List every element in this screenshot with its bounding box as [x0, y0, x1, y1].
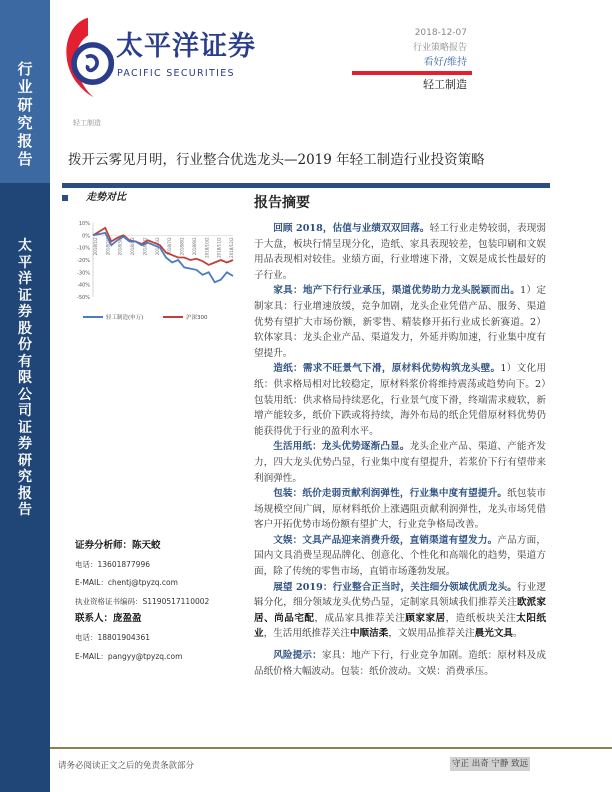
footer-motto: 守正 出奇 宁静 致远	[452, 759, 529, 769]
rating: 看好/维持	[423, 57, 467, 68]
contact-phone: 电话：18801904361	[75, 633, 150, 642]
analyst: 证券分析师：陈天蛟	[75, 540, 161, 551]
footer-divider	[50, 747, 612, 749]
x-tick-label: 2018/12/2	[229, 237, 234, 258]
para-stationery: 文娱：文具产品迎来消费升级，直销渠道有望发力。产品方面，国内文具消费呈现品牌化、创意化、个性化和高端化的趋势，渠道方面，除了传统的零售市场，直销市场蓬勃发展。	[254, 534, 547, 578]
contact-person: 联系人：庞盈盈	[75, 613, 142, 624]
x-tick-label: 2018/1/2	[93, 237, 98, 256]
header-divider	[352, 71, 472, 75]
trend-chart	[65, 212, 245, 327]
para-risk: 风险提示：家具：地产下行，行业竞争加剧。造纸：原材料及成品纸价格大幅波动。包装：纸价波动。文娱：消费承压。	[254, 650, 547, 677]
legend-label: 沪深300	[186, 315, 208, 321]
sidebar-company-label: 太平洋证券股份有限公司证券研究报告	[18, 238, 32, 519]
analyst-license: 执业资格证书编码：S1190517110002	[75, 597, 210, 606]
x-tick-label: 2018/11/2	[216, 237, 222, 258]
y-tick-label: 0%	[82, 233, 90, 240]
x-tick-label: 2018/10/2	[204, 237, 210, 258]
x-tick-label: 2018/6/2	[154, 237, 160, 256]
abstract-heading: 报告摘要	[254, 195, 310, 211]
x-tick-label: 2018/3/2	[117, 237, 123, 256]
para-paper: 造纸：需求不旺景气下滑，原材料优势构筑龙头壁。1）文化用纸：供求格局相对比较稳定，原材料浆价将维持震荡或趋势向下。2）包装用纸：供求格局持续恶化，行业景气度下滑，终端需求疲软，新增产能较多，纸价下跌或将持续，海外布局的纸企凭借原材料优势仍能获得优于行业的盈利水平。	[254, 363, 547, 437]
y-tick-label: -40%	[77, 282, 90, 289]
x-tick-label: 2018/9/2	[191, 237, 197, 256]
footer-disclaimer: 请务必阅读正文之后的免责条款部分	[58, 761, 195, 771]
trend-heading: 走势对比	[86, 192, 126, 203]
report-type: 行业策略报告	[412, 43, 467, 53]
x-tick-label: 2018/2/2	[105, 237, 111, 256]
legend-label: 轻工制造(申万)	[106, 315, 144, 321]
x-tick-label: 2018/4/2	[130, 237, 136, 256]
brand-name-en: PACIFIC SECURITIES	[117, 68, 235, 79]
x-tick-label: 2018/7/2	[167, 237, 173, 256]
para-review: 回顾 2018，估值与业绩双双回落。轻工行业走势较弱，表现弱于大盘，板块行情呈现分化，造纸、家具表现较差，包装印刷和文娱用品表现相对较佳。业绩方面，行业增速下滑，文娱是成长性最好的子行业。	[254, 223, 547, 281]
series-line-1	[93, 228, 233, 265]
x-tick-label: 2018/5/2	[142, 237, 148, 256]
para-packaging: 包装：纸价走弱贡献利润弹性，行业集中度有望提升。纸包装市场规模空间广阔，原材料纸价上涨遇阻贡献利润弹性，龙头市场凭借客户开拓优势市场份额有望扩大，行业竞争格局改善。	[254, 488, 547, 531]
y-tick-label: -20%	[77, 258, 90, 264]
y-tick-label: -10%	[77, 245, 90, 252]
analyst-phone: 电话：13601877996	[75, 560, 150, 569]
x-tick-label: 2018/8/2	[179, 237, 185, 256]
pacific-logo-icon	[60, 12, 116, 102]
y-tick-label: -50%	[77, 295, 90, 301]
brand-name-cn: 太平洋证券	[116, 31, 256, 62]
analyst-email[interactable]: E-MAIL：chentj@tpyzq.com	[75, 578, 178, 587]
sector-tag: 轻工制造	[73, 119, 101, 127]
bullet-square-icon	[62, 195, 68, 201]
para-tissue: 生活用纸：龙头优势逐渐凸显。龙头企业产品、渠道、产能齐发力，四大龙头优势凸显，行业集中度有望提升，若浆价下行有望带来利润弹性。	[254, 441, 547, 484]
report-date: 2018-12-07	[414, 28, 467, 38]
page-title: 拨开云雾见月明，行业整合优选龙头—2019 年轻工制造行业投资策略	[68, 152, 485, 168]
sector: 轻工制造	[423, 78, 467, 91]
y-tick-label: 10%	[78, 221, 90, 227]
title-divider	[62, 183, 550, 188]
contact-email[interactable]: E-MAIL：pangyy@tpyzq.com	[75, 652, 183, 661]
para-furniture: 家具：地产下行行业承压，渠道优势助力龙头脱颖而出。1）定制家具：行业增速放缓，竞争加剧，龙头企业凭借产品、服务、渠道优势有望扩大市场份额，新零售、精装修开拓行业成长新赛道。2）软体家具：龙头企业产品、渠道发力，外延并购加速，行业集中度有望提升。	[254, 285, 547, 359]
y-tick-label: -30%	[77, 270, 90, 277]
para-outlook: 展望 2019：行业整合正当时，关注细分领域优质龙头。行业逻辑分化，细分领域龙头优势凸显，定制家具领域我们推荐关注欧派家居、尚品宅配，成品家具推荐关注顾家家居，造纸板块关注太阳纸业，生活用纸推荐关注中顺洁柔，文娱用品推荐关注晨光文具。	[254, 581, 547, 640]
abstract-body	[254, 221, 546, 679]
sidebar-report-label: 行业研究报告	[17, 60, 33, 168]
